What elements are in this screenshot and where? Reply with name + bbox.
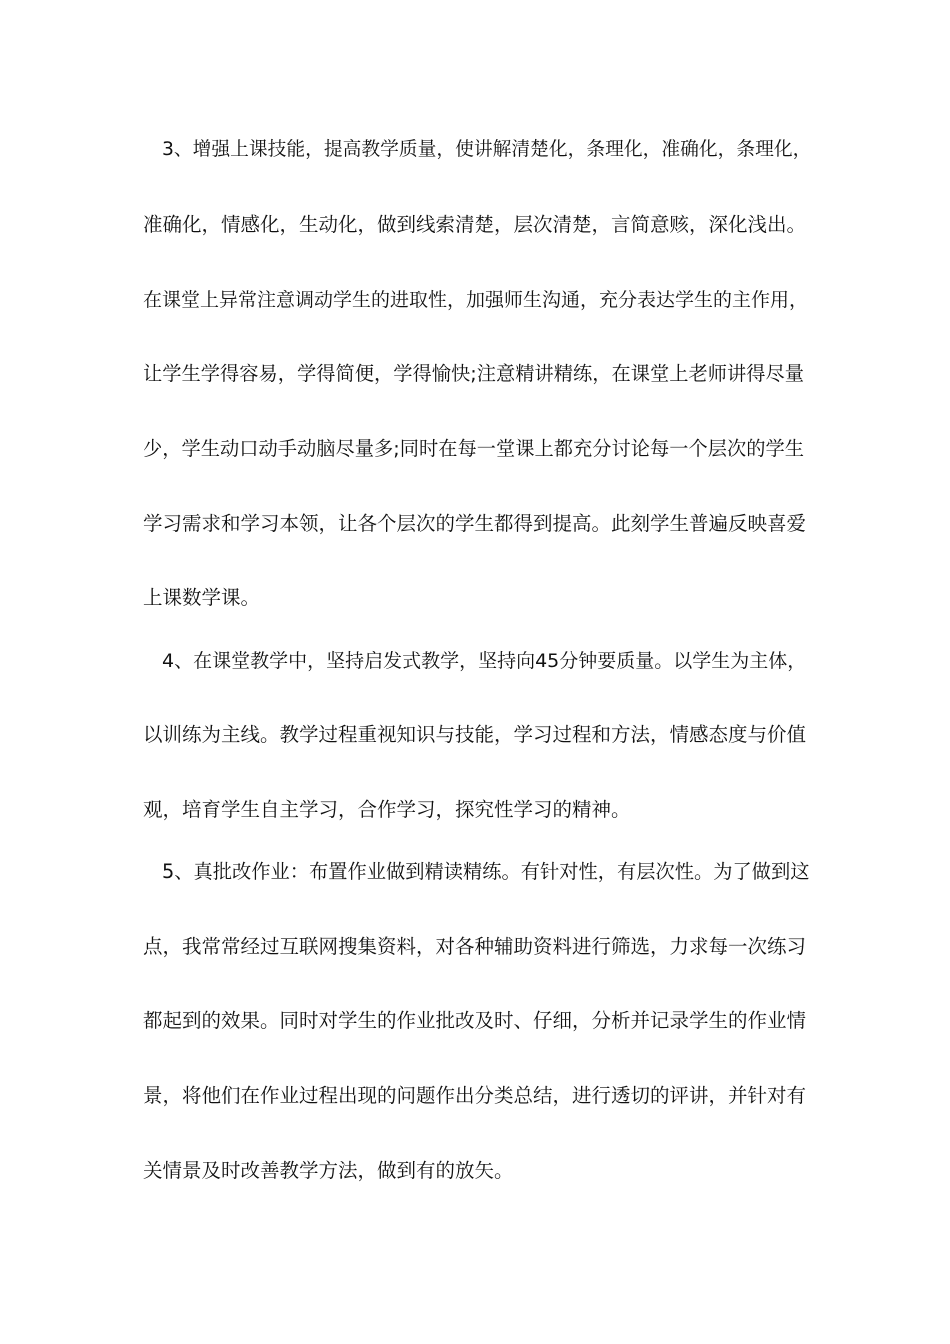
paragraph-2-line-2: 以训练为主线。教学过程重视知识与技能，学习过程和方法，情感态度与价值 xyxy=(143,723,807,746)
paragraph-1-line-2: 准确化，情感化，生动化，做到线索清楚，层次清楚，言简意赅，深化浅出。 xyxy=(143,213,807,236)
paragraph-1-line-5: 少，学生动口动手动脑尽量多;同时在每一堂课上都充分讨论每一个层次的学生 xyxy=(143,437,804,460)
paragraph-1-line-6: 学习需求和学习本领，让各个层次的学生都得到提高。此刻学生普遍反映喜爱 xyxy=(143,512,807,535)
paragraph-3-line-3: 都起到的效果。同时对学生的作业批改及时、仔细，分析并记录学生的作业情 xyxy=(143,1009,807,1032)
paragraph-3-line-1: 5、真批改作业：布置作业做到精读精练。有针对性，有层次性。为了做到这 xyxy=(162,860,810,883)
paragraph-1-line-1: 3、增强上课技能，提高教学质量，使讲解清楚化，条理化，准确化，条理化， xyxy=(162,139,812,160)
paragraph-2-line-3: 观，培育学生自主学习，合作学习，探究性学习的精神。 xyxy=(143,798,631,821)
paragraph-1-line-4: 让学生学得容易，学得简便，学得愉快;注意精讲精练，在课堂上老师讲得尽量 xyxy=(143,362,804,385)
paragraph-3-line-4: 景，将他们在作业过程出现的问题作出分类总结，进行透切的评讲，并针对有 xyxy=(143,1084,807,1107)
paragraph-3-line-5: 关情景及时改善教学方法，做到有的放矢。 xyxy=(143,1159,514,1182)
paragraph-3-line-2: 点，我常常经过互联网搜集资料，对各种辅助资料进行筛选，力求每一次练习 xyxy=(143,935,807,958)
paragraph-1-line-3: 在课堂上异常注意调动学生的进取性，加强师生沟通，充分表达学生的主作用， xyxy=(143,289,809,311)
paragraph-1-line-7: 上课数学课。 xyxy=(143,586,261,609)
paragraph-2-line-1: 4、在课堂教学中，坚持启发式教学，坚持向45分钟要质量。以学生为主体， xyxy=(162,650,807,672)
